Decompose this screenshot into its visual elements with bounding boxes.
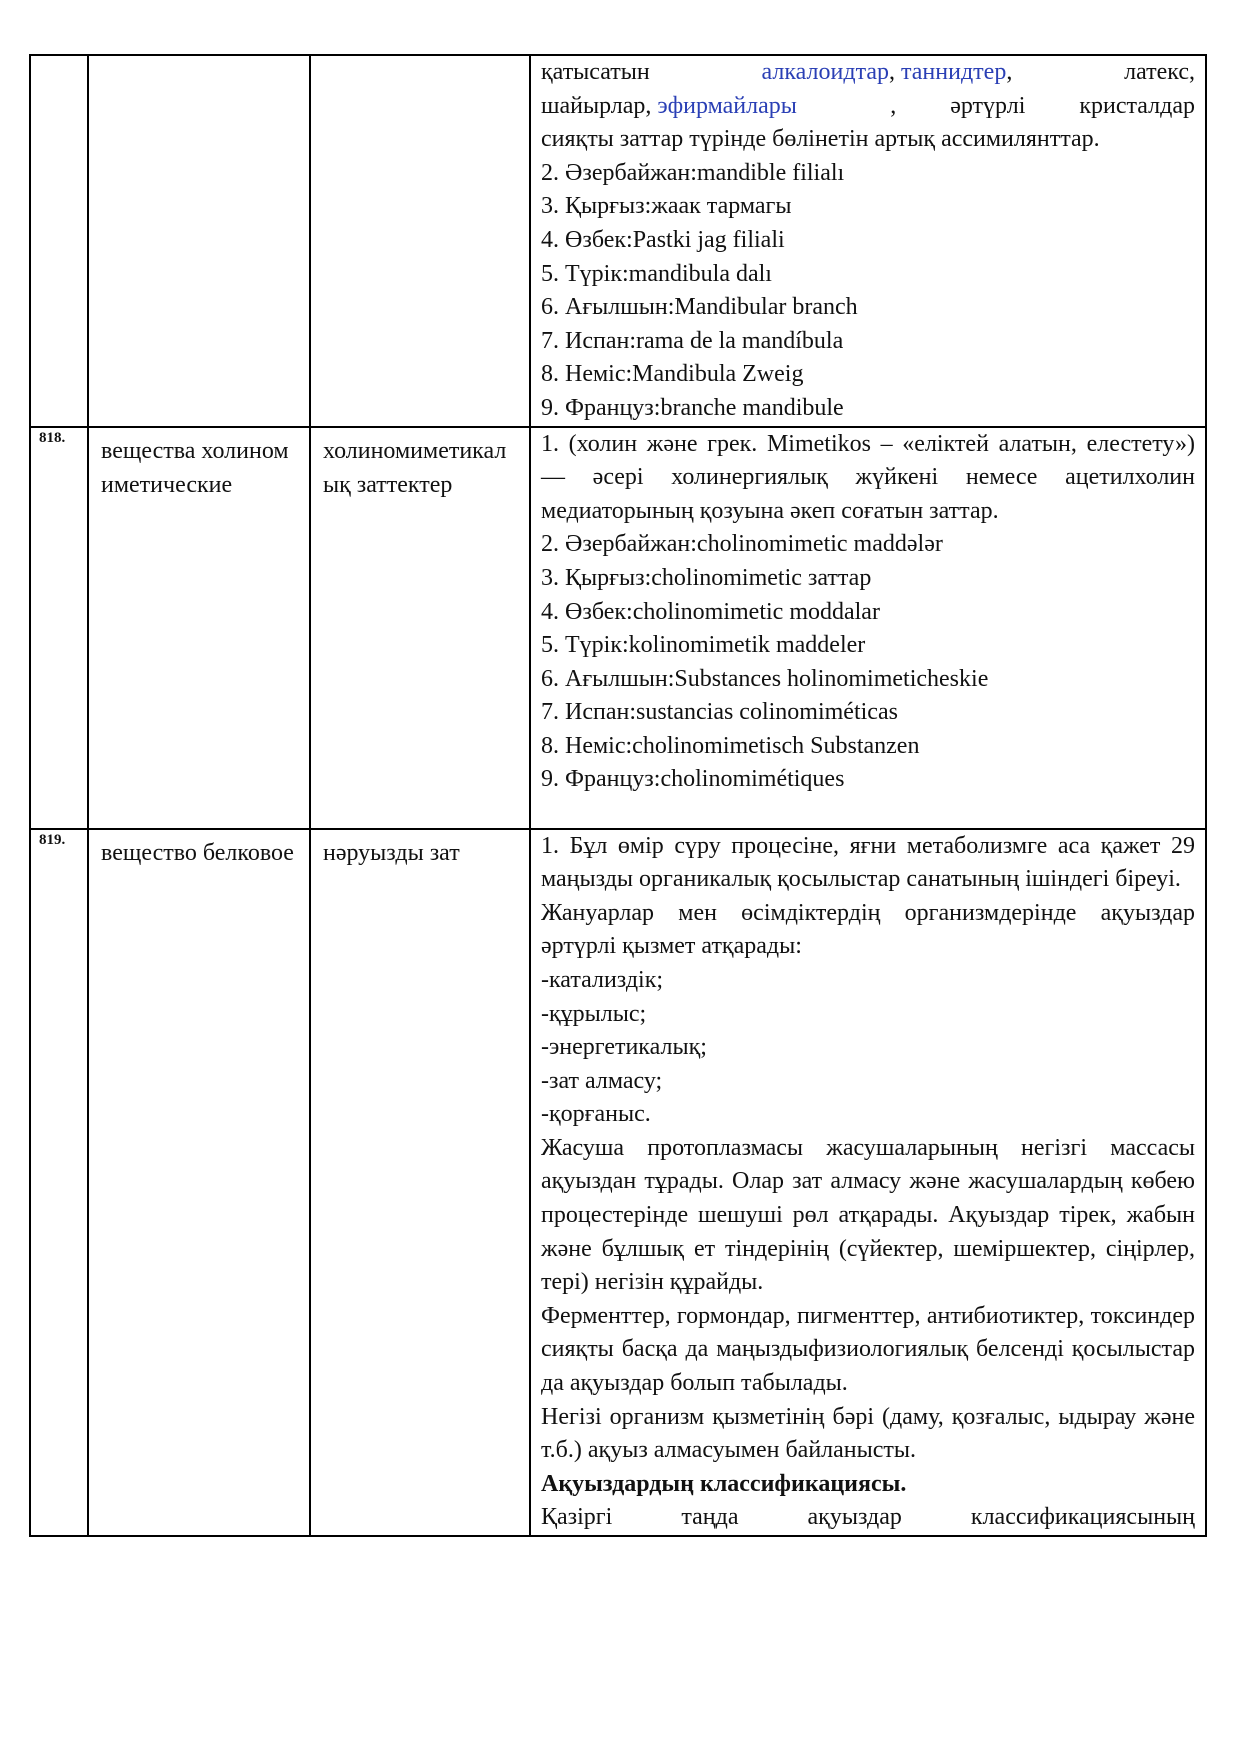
translation-item: 4. Өзбек:Pastki jag filiali [541,226,785,253]
function-list [541,964,1195,1132]
text-fragment: қатысатын [541,59,650,85]
translation-list [541,157,1195,426]
translation-item: 2. Әзербайжан:mandible filialı [541,159,845,186]
definition-line [541,56,1195,90]
definition-text: Негізі организм қызметінің бәрі (даму, қозғалыс, ыдырау және т.б.) ақуыз алмасуымен байланысты. [541,1403,1195,1464]
definition-text: Ферменттер, гормондар, пигменттер, антибиотиктер, токсиндер сияқты басқа да маңыздыфизиологиялық белсенді қосылыстар да ақуыздар болып табылады. [541,1302,1195,1397]
translation-item: 6. Ағылшын:Mandibular branch [541,294,858,321]
definition-cell [530,427,1206,829]
translation-item: 6. Ағылшын:Substances holinomimeticheskie [541,665,989,692]
text-fragment: , [1006,59,1013,85]
entry-number [30,55,88,427]
function-item: -катализдік; [541,966,664,993]
function-item: -құрылыс; [541,1000,647,1027]
definition-text: сияқты заттар түрінде бөлінетін артық ассимилянттар. [541,126,1100,153]
link-essential-oils[interactable]: эфирмайлары [657,92,797,119]
definition-text: Жасуша протоплазмасы жасушаларының негізгі массасы ақуыздан тұрады. Олар зат алмасу және жасушалардың көбею процестерінде шешуші рөл атқарады. Ақуыздар тірек, жабын және бұлшық ет тіндерінің (сүйектер, шеміршектер, сіңірлер, тері) негізін құрайды. [541,1134,1195,1296]
function-item: -зат алмасу; [541,1067,663,1094]
link-alkaloids[interactable]: алкалоидтар [761,59,889,85]
table-row [30,427,1206,829]
translation-item: 7. Испан:sustancias colinomiméticas [541,699,898,726]
translation-list [541,528,1195,797]
text-fragment: шайырлар, [541,92,652,119]
entry-number: 819. [30,829,88,1536]
link-tannins[interactable]: таннидтер [901,59,1007,85]
translation-item: 4. Өзбек:cholinomimetic moddalar [541,598,880,625]
definition-line [541,90,1195,124]
section-heading: Ақуыздардың классификациясы. [541,1470,907,1497]
entry-number: 818. [30,427,88,829]
dictionary-table [29,54,1207,1537]
translation-item: 3. Қырғыз:жаак тармагы [541,193,792,220]
translation-item: 8. Неміс:Mandibula Zweig [541,361,804,388]
translation-item: 3. Қырғыз:cholinomimetic заттар [541,564,872,591]
translation-item: 7. Испан:rama de la mandíbula [541,327,844,354]
table-row [30,829,1206,1536]
translation-item: 2. Әзербайжан:cholinomimetic maddələr [541,531,943,558]
definition-cell [530,55,1206,427]
definition-cell [530,829,1206,1536]
russian-term [88,55,310,427]
text-fragment: латекс, [1124,59,1195,85]
kazakh-term: нәруызды зат [310,829,530,1536]
translation-item: 9. Француз:cholinomimétiques [541,766,845,793]
translation-item: 9. Француз:branche mandibule [541,394,844,421]
text-fragment: , [889,59,895,85]
definition-text: Жануарлар мен өсімдіктердің организмдерінде ақуыздар әртүрлі қызмет атқарады: [541,899,1195,960]
translation-item: 5. Түрік:kolinomimetik maddeler [541,632,866,659]
definition-text: Қазіргі таңда ақуыздар классификациясының [541,1504,1195,1531]
definition-text: 1. Бұл өмір сүру процесіне, яғни метаболизмге аса қажет 29 маңызды органикалық қосылыстар санатының ішіндегі біреуі. [541,832,1195,893]
kazakh-term: холиномиметикалық заттектер [310,427,530,829]
text-fragment: , әртүрлі кристалдар [890,92,1195,119]
definition-text: 1. (холин және грек. Mimetikos – «еліктей алатын, елестету») — әсері холинергиялық жүйкені немесе ацетилхолин медиаторының қозуына әкеп соғатын заттар. [541,430,1195,524]
function-item: -қорғаныс. [541,1101,651,1128]
table-row [30,55,1206,427]
russian-term: вещества холиномиметические [88,427,310,829]
translation-item: 8. Неміс:cholinomimetisch Substanzen [541,732,920,759]
kazakh-term [310,55,530,427]
function-item: -энергетикалық; [541,1034,707,1061]
russian-term: вещество белковое [88,829,310,1536]
translation-item: 5. Түрік:mandibula dalı [541,260,772,287]
